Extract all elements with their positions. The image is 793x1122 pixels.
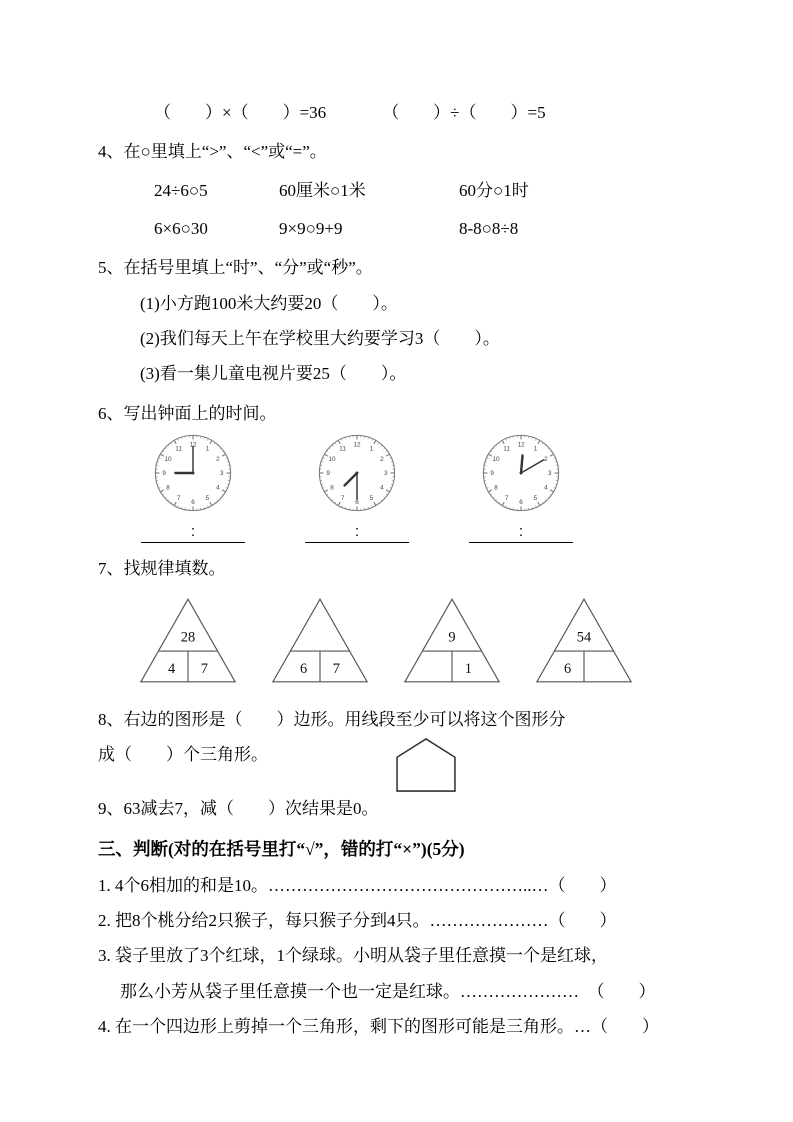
clock-time-answer-line: : [305, 521, 409, 543]
svg-text:11: 11 [339, 445, 346, 453]
svg-text:5: 5 [369, 495, 374, 503]
number-triangle [402, 596, 502, 685]
comparison-expression: 60厘米○1米 [279, 180, 366, 200]
svg-text:6: 6 [355, 499, 359, 507]
number-triangle [534, 596, 634, 685]
multiply-equation-blank: （ ）×（ ）=36 [154, 103, 327, 122]
triangle-top-value: 54 [576, 629, 592, 646]
svg-text:3: 3 [384, 470, 388, 478]
clock-time-answer-line: : [141, 521, 245, 543]
number-triangle [138, 596, 238, 685]
question-5-title: 5、在括号里填上“时”、“分”或“秒”。 [98, 258, 373, 278]
svg-text:1: 1 [369, 445, 374, 453]
question-5-item: (1)小方跑100米大约要20（ ）。 [140, 293, 398, 313]
question-5-item: (3)看一集儿童电视片要25（ ）。 [140, 364, 407, 384]
triangle-bottom-right-value: 1 [464, 661, 472, 678]
question-5-item: (2)我们每天上午在学校里大约要学习3（ ）。 [140, 329, 500, 349]
divide-equation-blank: （ ）÷（ ）=5 [382, 103, 546, 122]
question-9: 9、63减去7，减（ ）次结果是0。 [98, 799, 379, 819]
triangle-bottom-left-value: 6 [564, 661, 572, 678]
svg-text:1: 1 [533, 445, 538, 453]
triangle-top-value: 9 [448, 629, 456, 646]
clock-face-icon [153, 433, 233, 513]
triangles-row [138, 596, 723, 685]
svg-text:12: 12 [517, 441, 525, 449]
number-triangle [270, 596, 370, 685]
question-4-comparison-grid [154, 178, 723, 243]
svg-text:8: 8 [166, 484, 170, 492]
svg-text:4: 4 [544, 484, 548, 492]
judgment-item: 2. 把8个桃分给2只猴子，每只猴子分到4只。…………………（ ） [98, 910, 617, 930]
svg-text:2: 2 [544, 455, 548, 463]
comparison-expression: 6×6○30 [154, 219, 208, 239]
triangle-bottom-right-value: 7 [200, 661, 208, 678]
svg-text:6: 6 [519, 499, 523, 507]
svg-text:10: 10 [328, 455, 336, 463]
comparison-expression: 9×9○9+9 [279, 219, 343, 239]
judgment-item: 3. 袋子里放了3个红球，1个绿球。小明从袋子里任意摸一个是红球， [98, 946, 608, 966]
question-4-title: 4、在○里填上“>”、“<”或“=”。 [98, 142, 327, 162]
question-8-line2: 成（ ）个三角形。 [98, 744, 268, 764]
question-8 [98, 707, 723, 768]
svg-text:7: 7 [504, 495, 509, 503]
svg-text:4: 4 [380, 484, 384, 492]
triangle-bottom-right-value: 7 [332, 661, 340, 678]
question-6-title: 6、写出钟面上的时间。 [98, 403, 277, 423]
pentagon-shape [394, 737, 458, 793]
comparison-expression: 8-8○8÷8 [459, 219, 519, 239]
svg-text:9: 9 [490, 470, 494, 478]
svg-text:5: 5 [205, 495, 210, 503]
clock-face-icon [481, 433, 561, 513]
svg-text:1: 1 [205, 445, 210, 453]
triangle-top-value: 28 [180, 629, 196, 646]
svg-text:5: 5 [533, 495, 538, 503]
svg-text:7: 7 [176, 495, 181, 503]
triangle-bottom-left-value: 4 [168, 661, 176, 678]
judgment-item: 1. 4个6相加的和是10。………………………………………..…（ ） [98, 875, 617, 895]
svg-text:11: 11 [175, 445, 182, 453]
svg-text:11: 11 [503, 445, 510, 453]
comparison-expression: 60分○1时 [459, 180, 529, 200]
svg-text:8: 8 [330, 484, 334, 492]
svg-text:3: 3 [220, 470, 224, 478]
svg-text:4: 4 [216, 484, 220, 492]
judgment-item-continuation: 那么小芳从袋子里任意摸一个也一定是红球。………………… （ ） [120, 981, 656, 1001]
svg-text:7: 7 [340, 495, 345, 503]
section-3-title: 三、判断(对的在括号里打“√”，错的打“×”)(5分) [98, 839, 465, 860]
question-8-line1: 8、右边的图形是（ ）边形。用线段至少可以将这个图形分 [98, 710, 566, 730]
svg-text:3: 3 [548, 470, 552, 478]
clock-cell [134, 433, 252, 543]
svg-text:10: 10 [492, 455, 500, 463]
svg-text:12: 12 [353, 441, 361, 449]
triangle-bottom-left-value: 6 [300, 661, 308, 678]
clock-time-answer-line: : [469, 521, 573, 543]
svg-text:2: 2 [216, 455, 220, 463]
svg-text:10: 10 [164, 455, 172, 463]
svg-text:8: 8 [494, 484, 498, 492]
judgment-item: 4. 在一个四边形上剪掉一个三角形，剩下的图形可能是三角形。…（ ） [98, 1016, 659, 1036]
svg-text:9: 9 [162, 470, 166, 478]
clock-face-icon [317, 433, 397, 513]
fill-in-equation-line [154, 100, 723, 126]
svg-text:2: 2 [380, 455, 384, 463]
svg-text:9: 9 [326, 470, 330, 478]
question-7-title: 7、找规律填数。 [98, 559, 226, 579]
comparison-expression: 24÷6○5 [154, 180, 208, 200]
svg-text:12: 12 [189, 441, 197, 449]
svg-text:6: 6 [191, 499, 195, 507]
clocks-row [134, 433, 723, 543]
clock-cell [298, 433, 416, 543]
clock-cell [462, 433, 580, 543]
